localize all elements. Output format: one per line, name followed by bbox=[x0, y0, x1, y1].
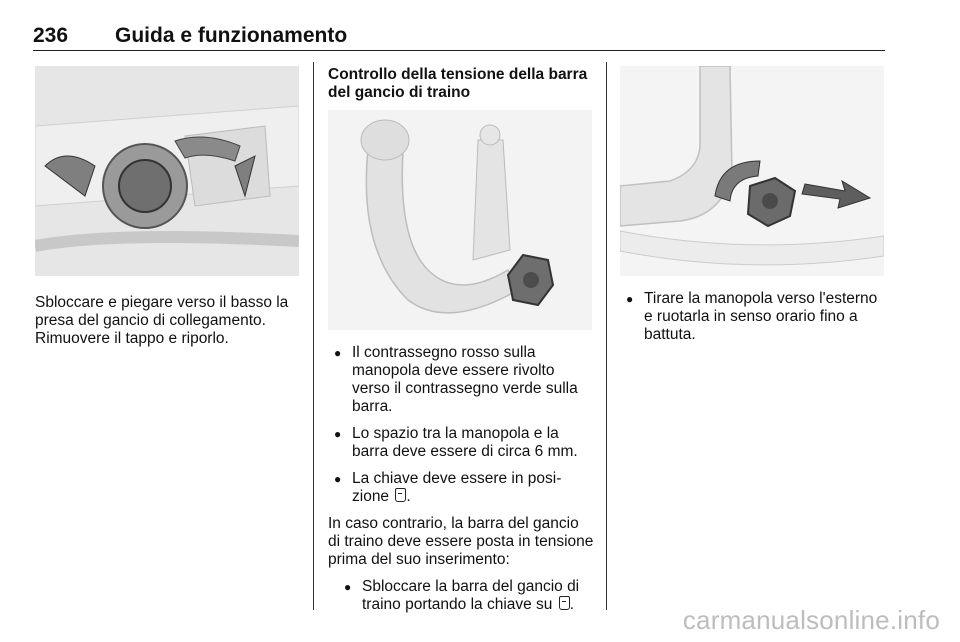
bullet-dot: ● bbox=[334, 472, 342, 486]
bullet-dot: ● bbox=[334, 427, 342, 441]
column-divider bbox=[313, 62, 314, 610]
paragraph-text: In caso contrario, la barra del gancio di traino deve essere posta in tensione prima del suo inserimento: bbox=[328, 515, 594, 568]
lock-open-icon bbox=[559, 596, 570, 610]
column-divider bbox=[606, 62, 607, 610]
bullet-item: ● Tirare la manopola verso l'esterno e ruotarla in senso orario fino a battuta. bbox=[626, 290, 878, 343]
column-2 bbox=[328, 66, 594, 623]
knob-illustration bbox=[620, 66, 884, 276]
socket-illustration bbox=[35, 66, 299, 276]
bullet-item: ● Lo spazio tra la manopola e la barra deve essere di circa 6 mm. bbox=[334, 425, 578, 460]
page-header bbox=[33, 24, 885, 51]
figure-knob-illustration bbox=[620, 66, 884, 276]
chapter-title: Guida e funzionamento bbox=[115, 24, 348, 47]
instruction-text: Sbloccare e piegare verso il basso la presa del gancio di collegamento. Rimuovere il tappo e riporlo. bbox=[35, 294, 289, 347]
towbar-illustration bbox=[328, 110, 592, 330]
bullet-dot: ● bbox=[626, 292, 634, 306]
bullet-dot: ● bbox=[344, 580, 352, 594]
bullet-item: ● Sbloccare la barra del gancio di traino portando la chiave su . bbox=[344, 578, 580, 613]
section-heading: Controllo della tensione della barra del gancio di traino bbox=[328, 66, 588, 101]
bullet-item: ● La chiave deve essere in posi-zione . bbox=[334, 470, 562, 505]
column-3 bbox=[620, 66, 886, 353]
column-1 bbox=[35, 66, 300, 348]
figure-towbar-illustration bbox=[328, 110, 592, 330]
page-number: 236 bbox=[33, 24, 69, 47]
bullet-dot: ● bbox=[334, 346, 342, 360]
lock-open-icon bbox=[395, 488, 406, 502]
bullet-item: ● Il contrassegno rosso sulla manopola deve essere rivolto verso il contrassegno verde sulla barra. bbox=[334, 344, 578, 415]
watermark: carmanualsonline.info bbox=[682, 605, 940, 635]
figure-socket-illustration bbox=[35, 66, 299, 276]
